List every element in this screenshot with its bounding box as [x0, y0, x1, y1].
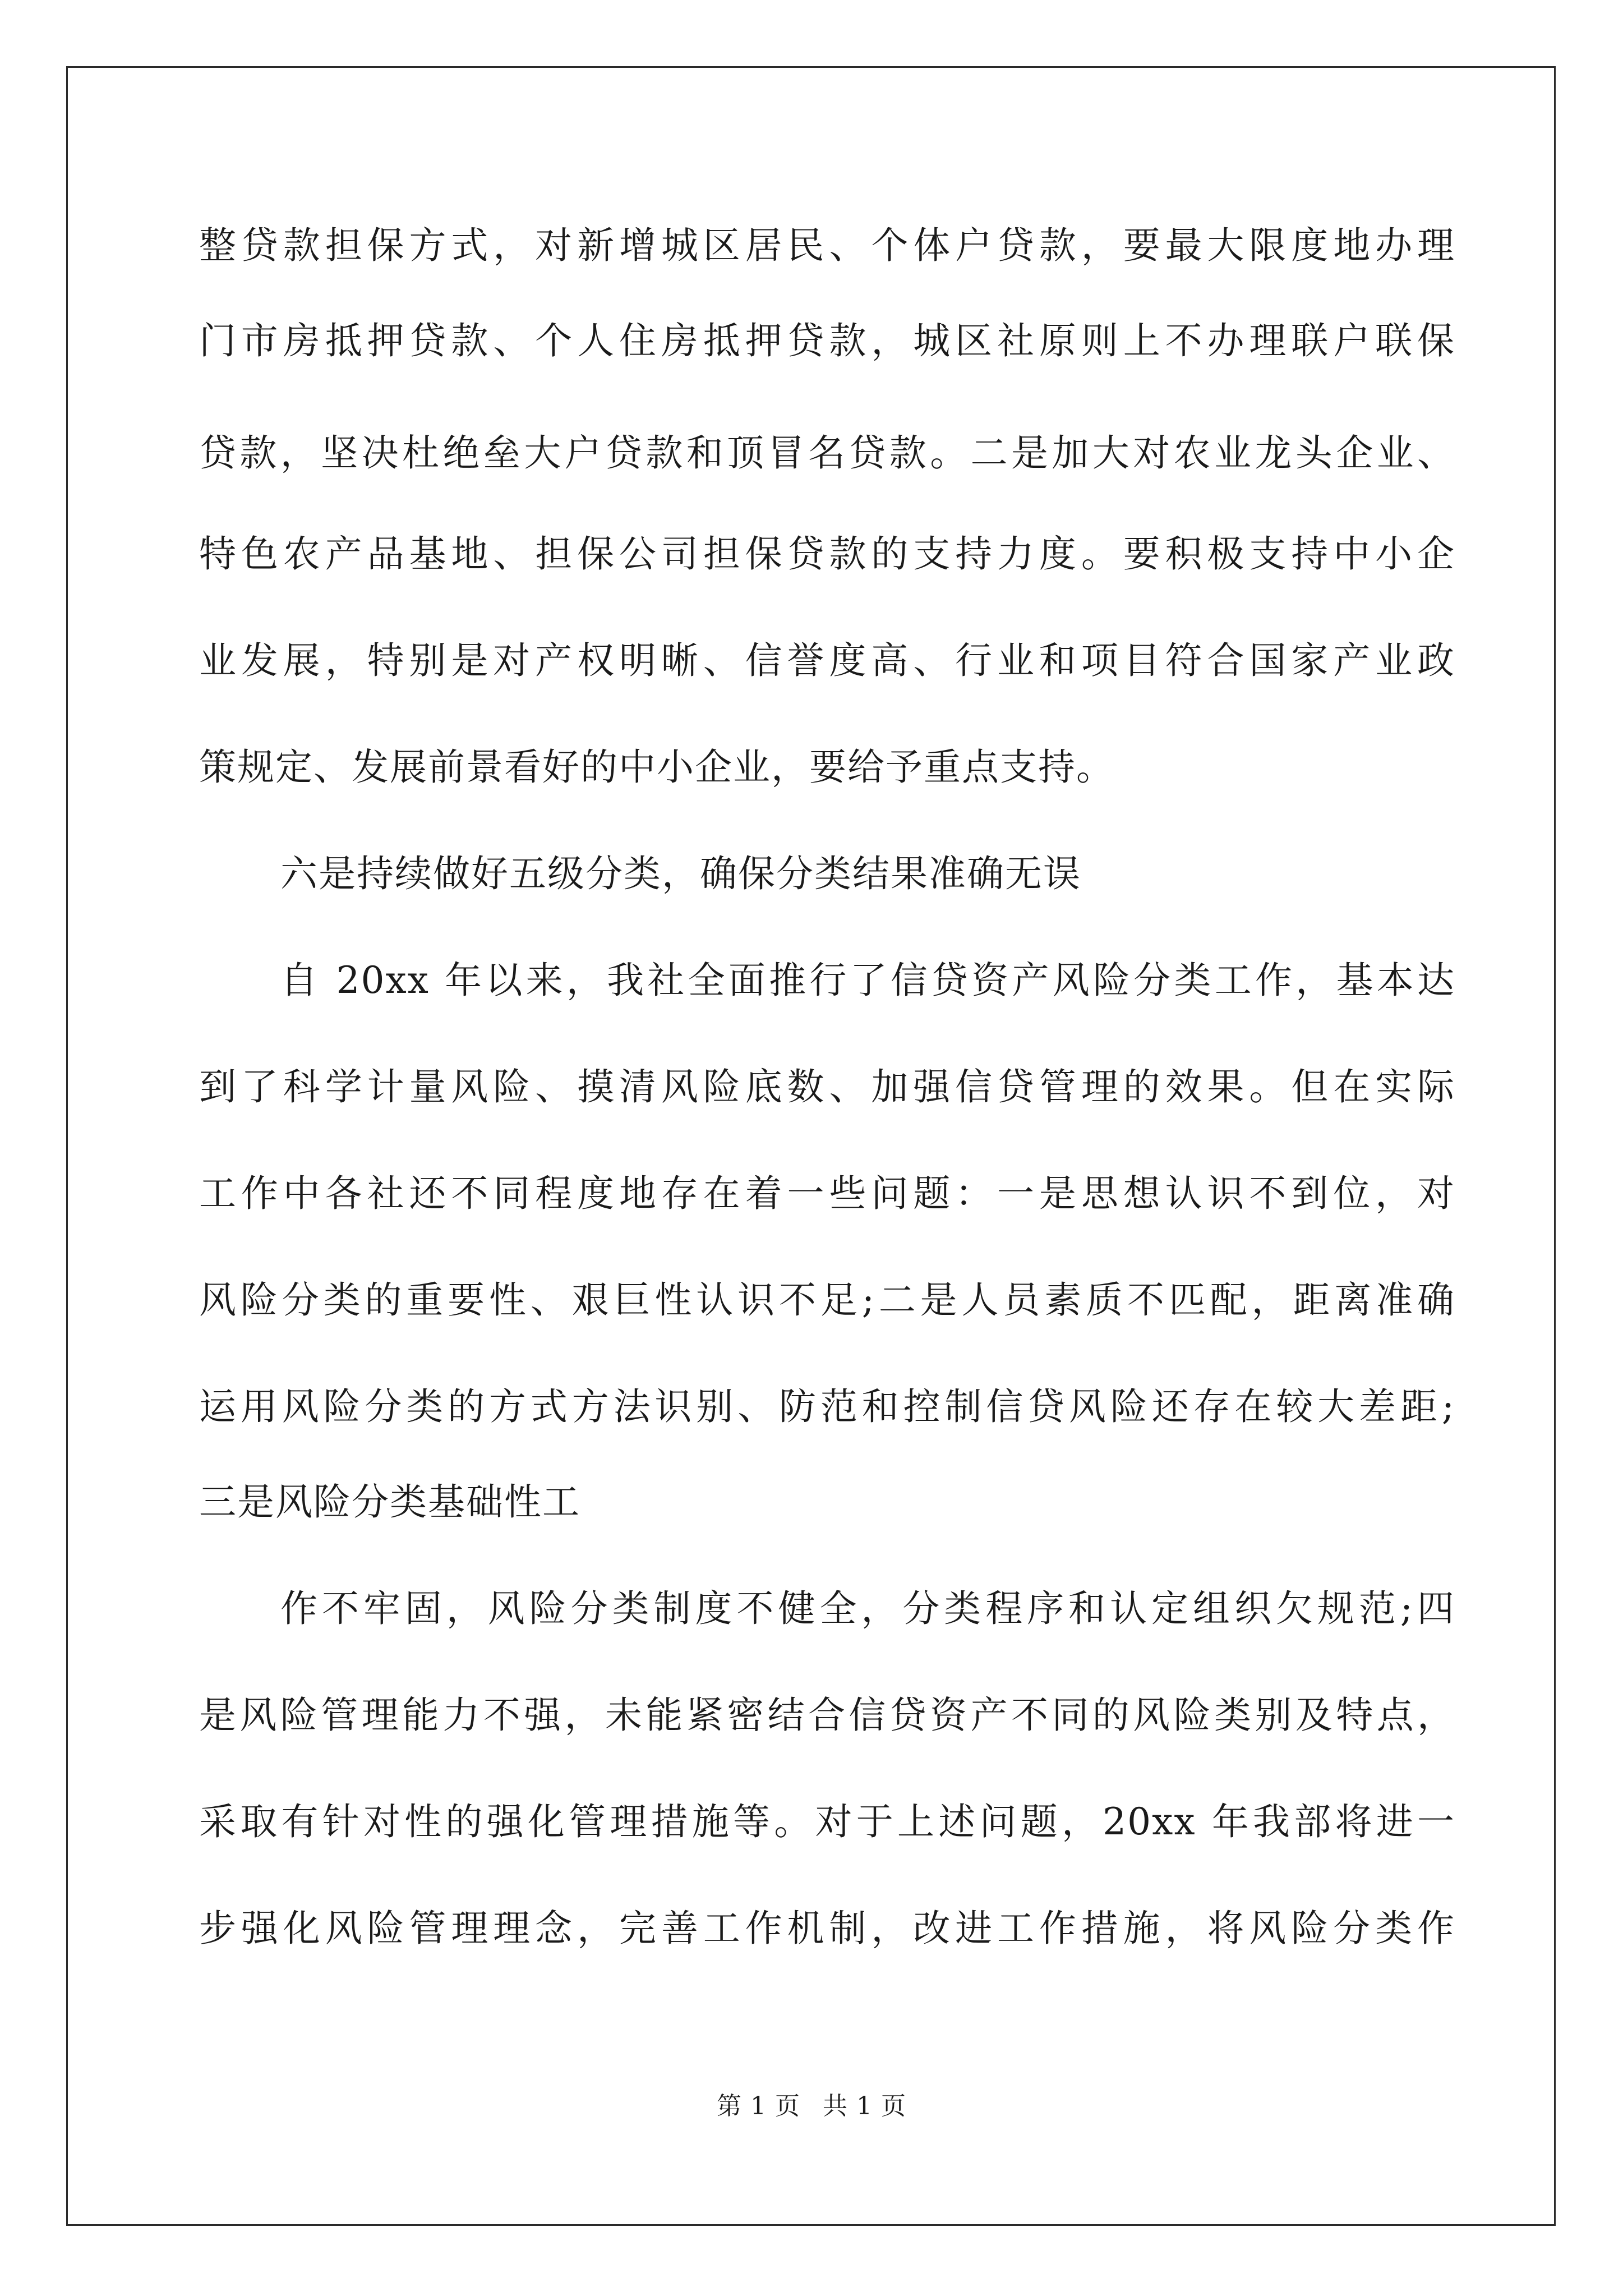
text-line: 是风险管理能力不强，未能紧密结合信贷资产不同的风险类别及特点， [199, 1694, 1455, 1737]
text-line: 业发展，特别是对产权明晰、信誉度高、行业和项目符合国家产业政 [199, 639, 1455, 682]
text-line: 自 20xx 年以来，我社全面推行了信贷资产风险分类工作，基本达 [280, 959, 1455, 1002]
section-heading: 六是持续做好五级分类，确保分类结果准确无误 [280, 852, 1081, 895]
text-line: 步强化风险管理理念，完善工作机制，改进工作措施，将风险分类作 [199, 1907, 1455, 1950]
text-line: 贷款，坚决杜绝垒大户贷款和顶冒名贷款。二是加大对农业龙头企业、 [199, 431, 1455, 475]
page-total: 共 1 页 [823, 2092, 906, 2120]
page-number: 第 1 页 [717, 2092, 800, 2120]
text-line: 三是风险分类基础性工 [199, 1480, 580, 1524]
text-line: 风险分类的重要性、艰巨性认识不足;二是人员素质不匹配，距离准确 [199, 1278, 1455, 1322]
text-line: 作不牢固，风险分类制度不健全，分类程序和认定组织欠规范;四 [280, 1587, 1455, 1630]
text-line: 特色农产品基地、担保公司担保贷款的支持力度。要积极支持中小企 [199, 532, 1455, 576]
text-line: 门市房抵押贷款、个人住房抵押贷款，城区社原则上不办理联户联保 [199, 319, 1455, 362]
text-line: 采取有针对性的强化管理措施等。对于上述问题，20xx 年我部将进一 [199, 1800, 1455, 1843]
text-line: 工作中各社还不同程度地存在着一些问题：一是思想认识不到位，对 [199, 1172, 1455, 1215]
text-line: 到了科学计量风险、摸清风险底数、加强信贷管理的效果。但在实际 [199, 1065, 1455, 1108]
text-line: 整贷款担保方式，对新增城区居民、个体户贷款，要最大限度地办理 [199, 224, 1455, 267]
text-line: 运用风险分类的方式方法识别、防范和控制信贷风险还存在较大差距; [199, 1385, 1455, 1428]
page-footer [0, 2090, 1623, 2123]
text-line: 策规定、发展前景看好的中小企业，要给予重点支持。 [199, 746, 1114, 789]
